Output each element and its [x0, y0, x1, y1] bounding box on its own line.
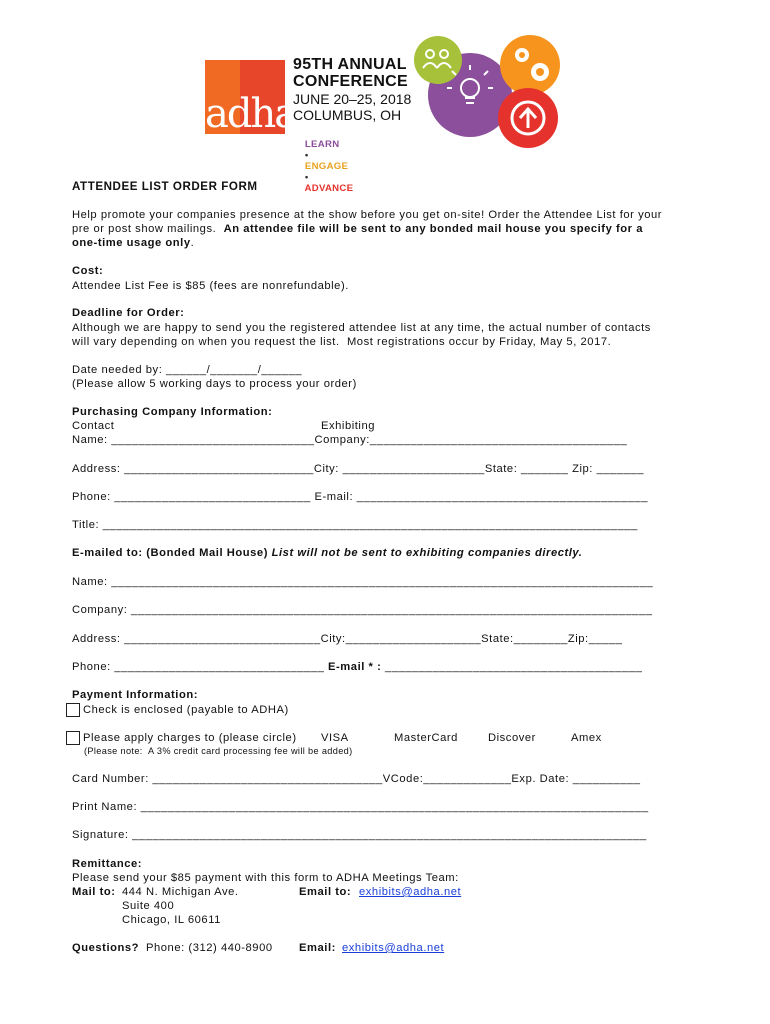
questions-email-link[interactable]: exhibits@adha.net [342, 942, 445, 954]
remittance-heading: Remittance: [72, 858, 143, 870]
mailhouse-phone: Phone: _______________________________ [72, 661, 329, 673]
intro-line-3-bold: one-time usage only [72, 237, 191, 249]
mail-to-label: Mail to: [72, 886, 116, 898]
exhibiting-label: Exhibiting [321, 420, 376, 432]
card-option-amex[interactable]: Amex [571, 732, 602, 744]
questions-email-label: Email: [299, 942, 336, 954]
conference-dates: JUNE 20–25, 2018 [293, 91, 412, 107]
intro-line-2-bold: An attendee file will be sent to any bonded mail house you specify for a [223, 223, 644, 235]
deadline-line-1: Although we are happy to send you the registered attendee list at any time, the actual number of contacts [72, 322, 651, 334]
intro-line-2-text: pre or post show mailings. [72, 223, 224, 235]
adha-logo-text: adha [205, 91, 297, 137]
emailed-to-bold: E-mailed to: (Bonded Mail House) [72, 547, 272, 559]
conference-tagline [293, 128, 353, 205]
print-name-field[interactable]: Print Name: ___________________________________________________________________________ [72, 801, 649, 813]
tag-learn: LEARN [304, 139, 340, 150]
remittance-text: Please send your $85 payment with this form to ADHA Meetings Team: [72, 872, 459, 884]
purchasing-heading: Purchasing Company Information: [72, 406, 273, 418]
form-title: ATTENDEE LIST ORDER FORM [72, 180, 258, 193]
deadline-heading: Deadline for Order: [72, 307, 185, 319]
mailhouse-name-field[interactable]: Name: ________________________________________________________________________________ [72, 576, 654, 588]
mail-address-line-2: Suite 400 [122, 900, 175, 912]
apply-charges-checkbox[interactable] [66, 731, 80, 745]
mailhouse-company-field[interactable]: Company: _____________________________________________________________________________ [72, 604, 653, 616]
questions-phone: Phone: (312) 440-8900 [146, 942, 273, 954]
deadline-line-2: will vary depending on when you request the list. Most registrations occur by Friday, May 5, 2017. [72, 336, 612, 348]
mailhouse-address-field[interactable]: Address: _____________________________City:____________________State:________Zip:_____ [72, 633, 623, 645]
check-enclosed-label: Check is enclosed (payable to ADHA) [83, 704, 289, 716]
mailhouse-email-label: E-mail * : [328, 661, 386, 673]
tag-engage: ENGAGE [304, 161, 349, 172]
signature-field[interactable]: Signature: ____________________________________________________________________________ [72, 829, 647, 841]
payment-heading: Payment Information: [72, 689, 198, 701]
mail-address-line-3: Chicago, IL 60611 [122, 914, 221, 926]
tag-advance: ADVANCE [304, 183, 354, 194]
card-option-discover[interactable]: Discover [488, 732, 536, 744]
contact-label: Contact [72, 420, 115, 432]
conference-circles-graphic [410, 30, 565, 150]
email-to-label: Email to: [299, 886, 352, 898]
intro-line-3 [72, 237, 194, 249]
tag-bullet-1: • [304, 150, 309, 161]
conference-city: COLUMBUS, OH [293, 107, 402, 123]
conference-title-2: CONFERENCE [293, 73, 409, 90]
intro-line-3-end: . [190, 237, 195, 249]
mail-address-line-1: 444 N. Michigan Ave. [122, 886, 239, 898]
intro-line-2 [72, 223, 643, 235]
conference-title-1: 95TH ANNUAL [293, 56, 407, 73]
questions-label: Questions? [72, 942, 140, 954]
purchasing-phone-email-field[interactable]: Phone: _____________________________ E-mail: ___________________________________________ [72, 491, 648, 503]
card-number-field[interactable]: Card Number: __________________________________VCode:_____________Exp. Date: __________ [72, 773, 641, 785]
cost-heading: Cost: [72, 265, 104, 277]
emailed-to-italic: List will not be sent to exhibiting companies directly. [271, 547, 583, 559]
intro-line-1: Help promote your companies presence at the show before you get on-site! Order the Attendee List for your [72, 209, 663, 221]
purchasing-address-field[interactable]: Address: ____________________________City: _____________________State: _______ Zip: _______ [72, 463, 644, 475]
date-note: (Please allow 5 working days to process your order) [72, 378, 357, 390]
orange-gear-circle [500, 35, 560, 95]
emailed-to-heading [72, 547, 582, 559]
card-option-visa[interactable]: VISA [321, 732, 349, 744]
email-to-link[interactable]: exhibits@adha.net [359, 886, 462, 898]
mailhouse-phone-email-field[interactable] [72, 661, 642, 673]
check-enclosed-checkbox[interactable] [66, 703, 80, 717]
cost-text: Attendee List Fee is $85 (fees are nonrefundable). [72, 280, 349, 292]
fee-note: (Please note: A 3% credit card processing fee will be added) [84, 746, 353, 756]
purchasing-title-field[interactable]: Title: _______________________________________________________________________________ [72, 519, 638, 531]
tag-bullet-2: • [304, 172, 309, 183]
card-option-mastercard[interactable]: MasterCard [394, 732, 458, 744]
lime-circle [414, 36, 462, 84]
date-needed-field[interactable]: Date needed by: ______/_______/______ [72, 364, 302, 376]
contact-name-company-field[interactable]: Name: ______________________________Company:______________________________________ [72, 434, 628, 446]
apply-charges-label: Please apply charges to (please circle) [83, 732, 297, 744]
mailhouse-email-line: ______________________________________ [385, 661, 643, 673]
